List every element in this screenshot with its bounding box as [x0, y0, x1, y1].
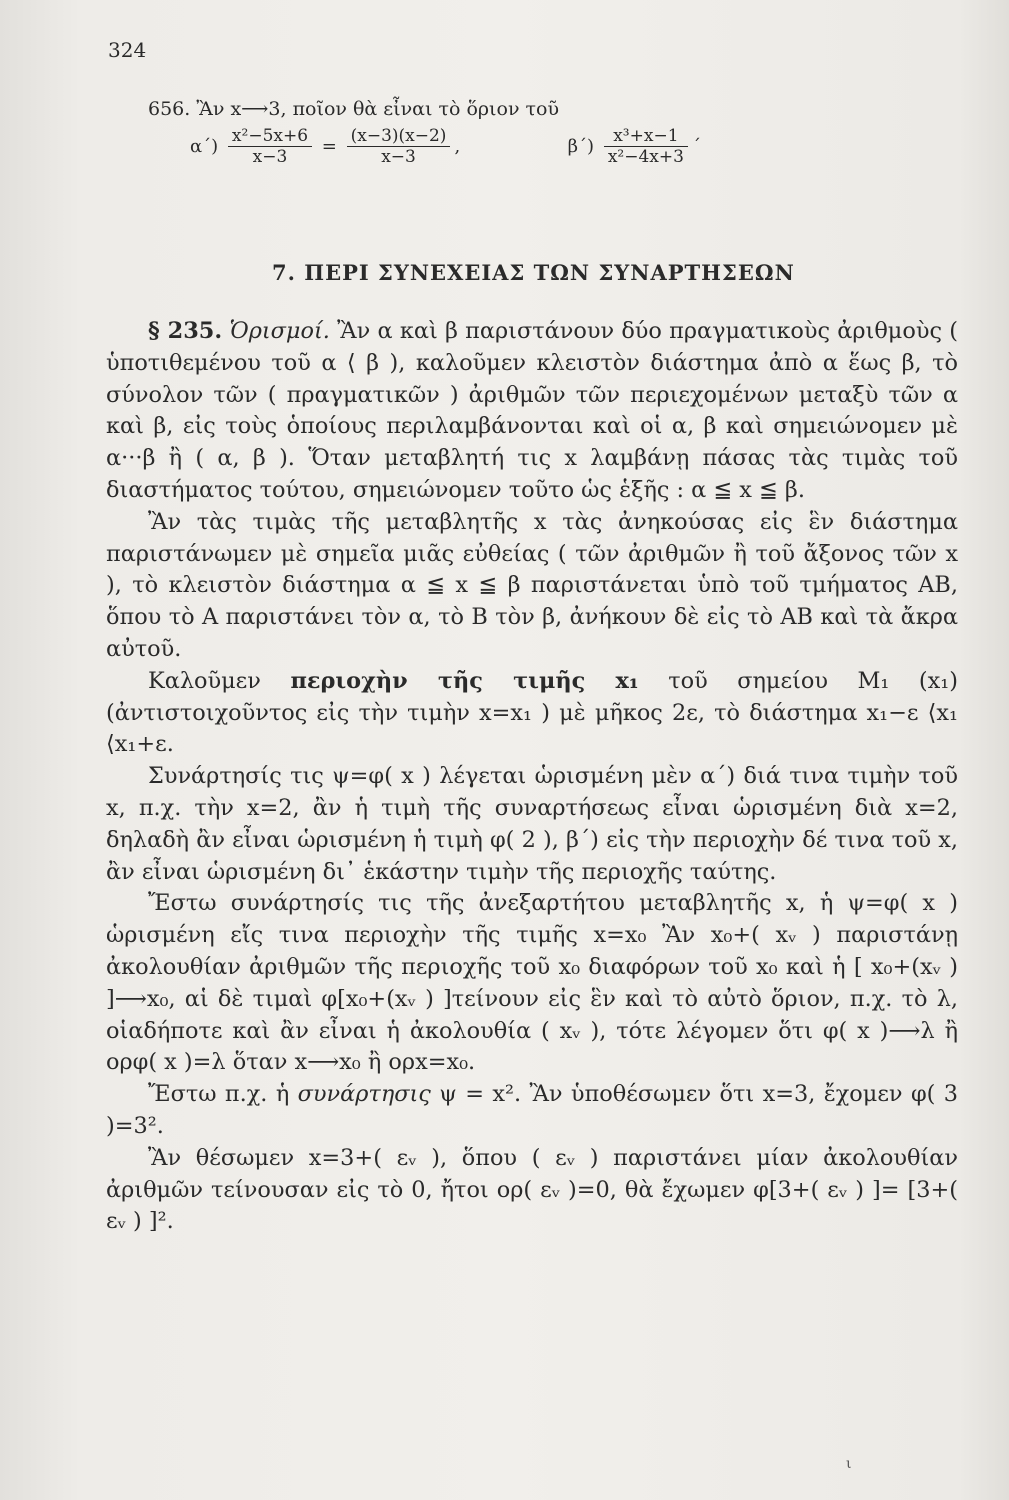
section-symbol: § 235. [148, 318, 223, 344]
page-number: 324 [108, 38, 147, 62]
paragraph-definitions [106, 316, 958, 507]
paragraph-3 [106, 666, 958, 761]
fraction-a1-numerator: x²−5x+6 [228, 126, 312, 147]
exercise-number: 656. [148, 98, 191, 120]
section-235-text [106, 316, 958, 1238]
paragraph-6-start: Ἔστω π.χ. ἡ [148, 1081, 290, 1108]
paragraph-4: Συνάρτησίς τις ψ=φ( x ) λέγεται ὡρισμένη μὲν α΄) διά τινα τιμὴν τοῦ x, π.χ. τὴν x=2, ἂν ἡ τιμὴ τῆς συναρτήσεως εἶναι ὡρισμένη διὰ x=2, δηλαδὴ ἂν εἶναι ὡρισμένη ἡ τιμὴ φ( 2 ), β΄) εἰς τὴν περιοχὴν δέ τινα τοῦ x, ἂν εἶναι ὡρισμένη δι᾽ ἑκάστην τιμὴν τῆς περιοχῆς ταύτης. [106, 763, 958, 885]
paragraph-5: Ἔστω συνάρτησίς τις τῆς ἀνεξαρτήτου μεταβλητῆς x, ἡ ψ=φ( x ) ὡρισμένη εἴς τινα περιοχὴν τῆς τιμῆς x=x₀ Ἂν x₀+( xᵥ ) παριστάνῃ ἀκολουθίαν ἀριθμῶν τῆς περιοχῆς τοῦ x₀ διαφόρων τοῦ x₀ καὶ ἡ [ x₀+(xᵥ ) ]⟶x₀, αἱ δὲ τιμαὶ φ[x₀+(xᵥ ) ]τείνουν εἰς ἓν καὶ τὸ αὐτὸ ὅριον, π.χ. τὸ λ, οἱαδήποτε καὶ ἂν εἶναι ἡ ἀκολουθία ( xᵥ ), τότε λέγομεν ὅτι φ( x )⟶λ ἢ ορφ( x )=λ ὅταν x⟶x₀ ἢ ορx=x₀. [106, 890, 958, 1076]
paragraph-3-rest: τοῦ σημείου M₁ (x₁) (ἀντιστοιχοῦντος εἰς τὴν τιμὴν x=x₁ ) μὲ μῆκος 2ε, τὸ διάστημα x₁−ε ⟨x₁ ⟨x₁+ε. [106, 667, 959, 758]
neighborhood-term: περιοχὴν τῆς τιμῆς x₁ [290, 667, 639, 694]
formula-comma: , [454, 136, 461, 157]
formula-b-end: ΄ [691, 136, 701, 157]
exercise-formulas [190, 126, 701, 167]
chapter-heading: 7. ΠΕΡΙ ΣΥΝΕΧΕΙΑΣ ΤΩΝ ΣΥΝΑΡΤΗΣΕΩΝ [272, 260, 795, 285]
exercise-656 [148, 98, 559, 120]
bottom-mark: ι [846, 1456, 852, 1472]
fraction-b [604, 126, 688, 167]
fraction-a2 [347, 126, 451, 167]
formula-a-label: α΄) [190, 136, 219, 157]
fraction-a2-numerator: (x−3)(x−2) [347, 126, 451, 147]
paragraph-6 [106, 1079, 958, 1143]
fraction-b-numerator: x³+x−1 [604, 126, 688, 147]
paragraph-6-rest: ψ = x². Ἂν ὑποθέσωμεν ὅτι x=3, ἔχομεν φ( 3 )=3². [106, 1081, 958, 1139]
paragraph-1: Ἂν α καὶ β παριστάνουν δύο πραγματικοὺς ἀριθμοὺς ( ὑποτιθεμένου τοῦ α ⟨ β ), καλοῦμεν κλειστὸν διάστημα ἀπὸ α ἕως β, τὸ σύνολον τῶν ( πραγματικῶν ) ἀριθμῶν τῶν περιεχομένων μεταξὺ τῶν α καὶ β, εἰς τοὺς ὁποίους περιλαμβάνονται καὶ οἱ α, β καὶ σημειώνομεν μὲ α···β ἢ ( α, β ). Ὅταν μεταβλητή τις x λαμβάνῃ πάσας τὰς τιμὰς τοῦ διαστήματος τούτου, σημειώνομεν τοῦτο ὡς ἑξῆς : α ≦ x ≦ β. [106, 318, 958, 503]
equals-sign: = [321, 136, 337, 157]
paragraph-3-start: Καλοῦμεν [148, 667, 261, 694]
section-title: Ὁρισμοί. [229, 318, 330, 344]
fraction-a1-denominator: x−3 [252, 147, 288, 167]
paragraph-7: Ἂν θέσωμεν x=3+( εᵥ ), ὅπου ( εᵥ ) παριστάνει μίαν ἀκολουθίαν ἀριθμῶν τείνουσαν εἰς τὸ 0, ἤτοι ορ( εᵥ )=0, θὰ ἔχωμεν φ[3+( εᵥ ) ]= [3+( εᵥ ) ]². [106, 1144, 958, 1235]
paragraph-6-italic: συνάρτησις [297, 1081, 431, 1108]
paragraph-2: Ἂν τὰς τιμὰς τῆς μεταβλητῆς x τὰς ἀνηκούσας εἰς ἓν διάστημα παριστάνωμεν μὲ σημεῖα μιᾶς εὐθείας ( τῶν ἀριθμῶν ἢ τοῦ ἄξονος τῶν x ), τὸ κλειστὸν διάστημα α ≦ x ≦ β παριστάνεται ὑπὸ τοῦ τμήματος ΑΒ, ὅπου τὸ Α παριστάνει τὸν α, τὸ Β τὸν β, ἀνήκουν δὲ εἰς τὸ ΑΒ καὶ τὰ ἄκρα αὐτοῦ. [106, 508, 958, 662]
fraction-a2-denominator: x−3 [381, 147, 416, 167]
exercise-text: Ἂν x⟶3, ποῖον θὰ εἶναι τὸ ὅριον τοῦ [196, 98, 560, 120]
fraction-a1 [228, 126, 312, 167]
fraction-b-denominator: x²−4x+3 [607, 147, 684, 167]
formula-b-label: β΄) [567, 136, 595, 157]
